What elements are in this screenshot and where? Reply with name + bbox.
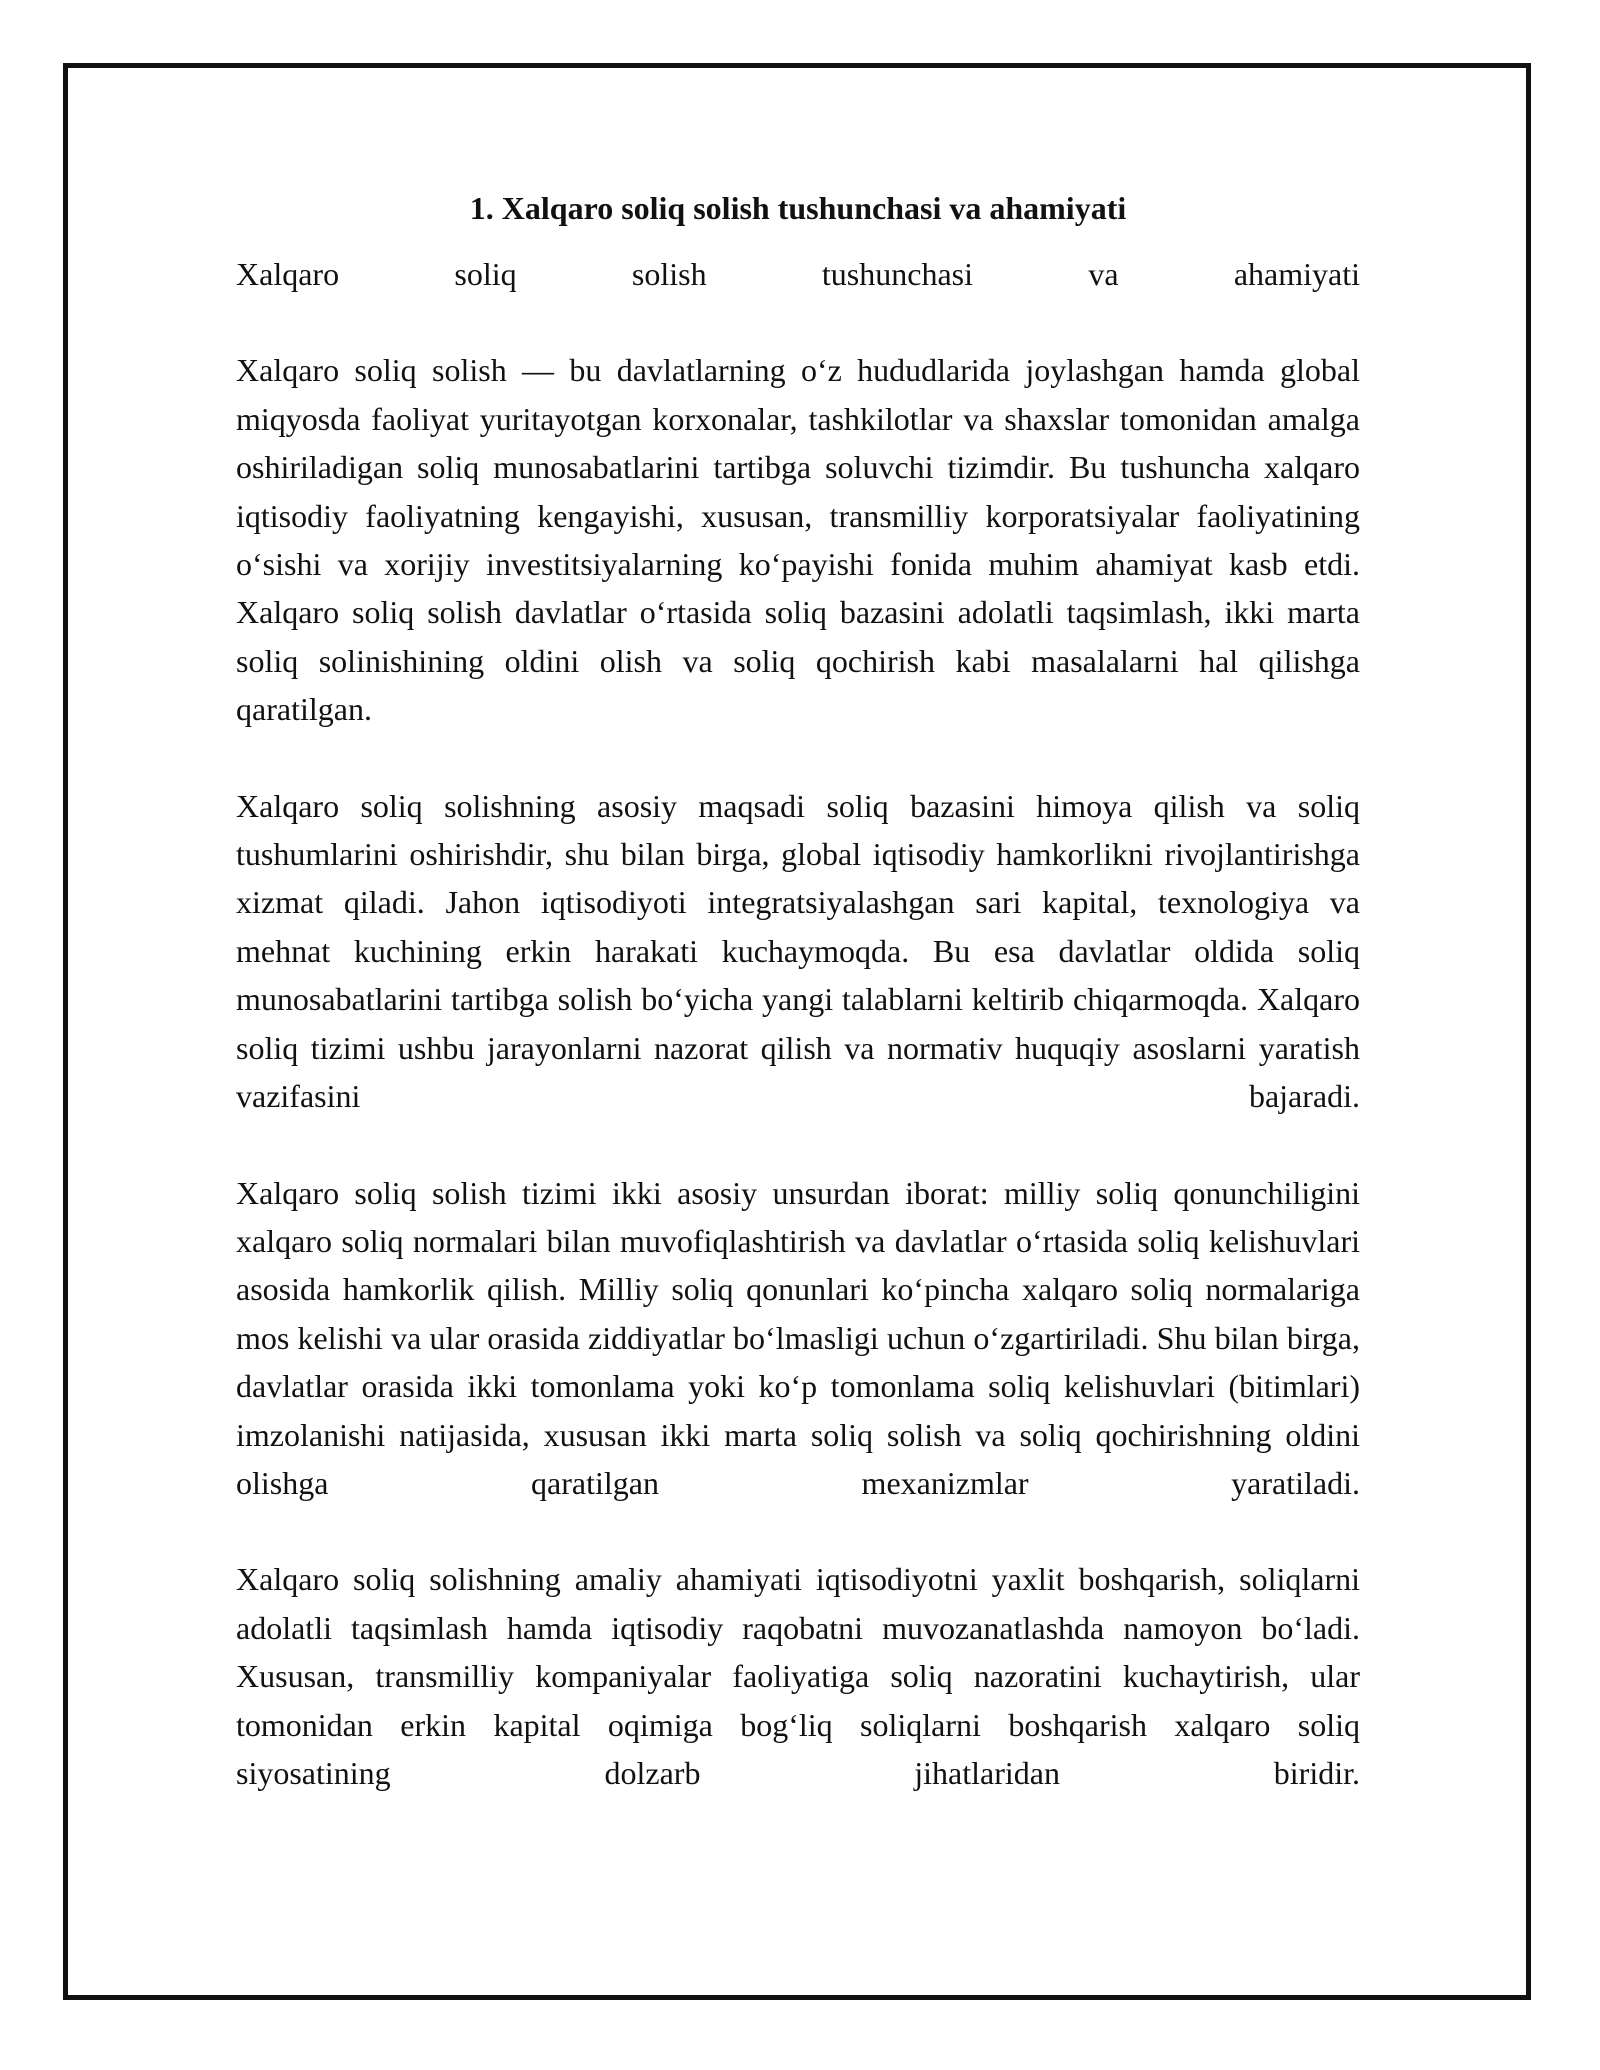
paragraph-1: Xalqaro soliq solish — bu davlatlarning o‘z hududlarida joylashgan hamda global miqyosda faoliyat yuritayotgan korxonalar, tashkilotlar va shaxslar tomonidan amalga oshiriladigan soliq munosabatlarini tartibga soluvchi tizimdir. Bu tushuncha xalqaro iqtisodiy faoliyatning kengayishi, xususan, transmilliy korporatsiyalar faoliyatining o‘sishi va xorijiy investitsiyalarning ko‘payishi fonida muhim ahamiyat kasb etdi. Xalqaro soliq solish davlatlar o‘rtasida soliq bazasini adolatli taqsimlash, ikki marta soliq solinishining oldini olish va soliq qochirish kabi masalalarni hal qilishga qaratilgan. <box>236 352 1360 728</box>
paragraph-2: Xalqaro soliq solishning asosiy maqsadi soliq bazasini himoya qilish va soliq tushumlarini oshirishdir, shu bilan birga, global iqtisodiy hamkorlikni rivojlantirishga xizmat qiladi. Jahon iqtisodiyoti integratsiyalashgan sari kapital, texnologiya va mehnat kuchining erkin harakati kuchaymoqda. Bu esa davlatlar oldida soliq munosabatlarini tartibga solish bo‘yicha yangi talablarni keltirib chiqarmoqda. Xalqaro soliq tizimi ushbu jarayonlarni nazorat qilish va normativ huquqiy asoslarni yaratish vazifasini bajaradi. <box>236 787 1360 1115</box>
document-body <box>236 180 1360 1797</box>
section-subtitle: Xalqaro soliq solish tushunchasi va ahamiyati <box>236 256 1360 292</box>
section-heading: 1. Xalqaro soliq solish tushunchasi va ahamiyati <box>469 190 1127 226</box>
paragraph-4: Xalqaro soliq solishning amaliy ahamiyati iqtisodiyotni yaxlit boshqarish, soliqlarni adolatli taqsimlash hamda iqtisodiy raqobatni muvozanatlashda namoyon bo‘ladi. Xususan, transmilliy kompaniyalar faoliyatiga soliq nazoratini kuchaytirish, ular tomonidan erkin kapital oqimiga bog‘liq soliqlarni boshqarish xalqaro soliq siyosatining dolzarb jihatlaridan biridir. <box>236 1561 1360 1791</box>
paragraph-3: Xalqaro soliq solish tizimi ikki asosiy unsurdan iborat: milliy soliq qonunchiligini xalqaro soliq normalari bilan muvofiqlashtirish va davlatlar o‘rtasida soliq kelishuvlari asosida hamkorlik qilish. Milliy soliq qonunlari ko‘pincha xalqaro soliq normalariga mos kelishi va ular orasida ziddiyatlar bo‘lmasligi uchun o‘zgartiriladi. Shu bilan birga, davlatlar orasida ikki tomonlama yoki ko‘p tomonlama soliq kelishuvlari (bitimlari) imzolanishi natijasida, xususan ikki marta soliq solish va soliq qochirishning oldini olishga qaratilgan mexanizmlar yaratiladi. <box>236 1174 1360 1501</box>
